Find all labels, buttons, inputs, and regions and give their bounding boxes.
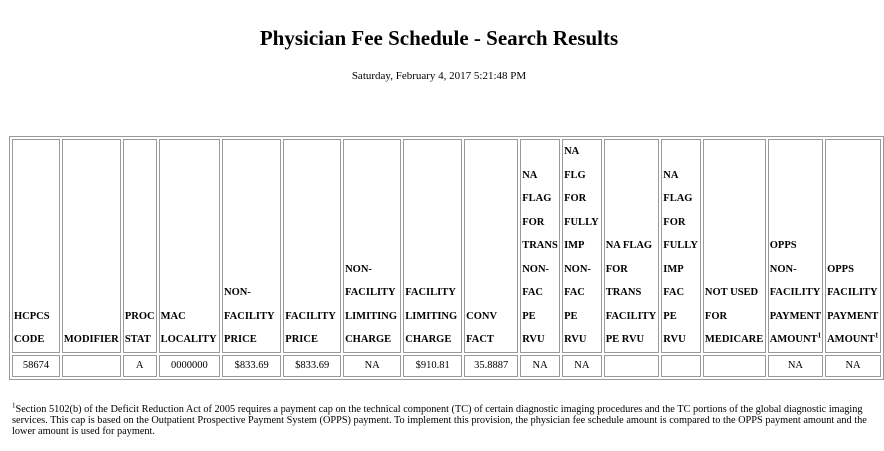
header-line: PE bbox=[564, 310, 578, 322]
header-line: FLG bbox=[564, 169, 586, 181]
fee-schedule-table bbox=[9, 136, 884, 380]
header-line: FULLY bbox=[663, 240, 698, 251]
header-line: FACILITY bbox=[405, 287, 456, 298]
header-line: FULLY bbox=[564, 216, 599, 228]
header-line: PE RVU bbox=[605, 334, 645, 345]
header-line: RVU bbox=[564, 334, 587, 345]
header-line: NA FLAG bbox=[605, 240, 653, 251]
table-cell: NA bbox=[768, 355, 823, 377]
footnote-ref: 1 bbox=[874, 331, 879, 340]
header-line: PE bbox=[522, 310, 536, 322]
header-line: FACILITY bbox=[769, 287, 821, 298]
header-line: NON- bbox=[345, 263, 372, 275]
hcpcs-code-header bbox=[12, 139, 60, 353]
table-cell: NA bbox=[520, 355, 560, 377]
table-cell: NA bbox=[343, 355, 401, 377]
header-line: NA bbox=[522, 169, 538, 181]
header-line: OPPS bbox=[769, 240, 797, 251]
header-line: FACILITY bbox=[285, 310, 336, 322]
footnote-marker: 1 bbox=[12, 401, 16, 410]
table-cell: $833.69 bbox=[222, 355, 281, 377]
header-line: IMP bbox=[564, 240, 585, 251]
header-line: NON- bbox=[769, 263, 797, 275]
not-used-for-medicare-header bbox=[703, 139, 766, 353]
header-line: MAC bbox=[160, 310, 186, 322]
na-flag-trans-nonfac-header bbox=[520, 139, 560, 353]
header-line: PRICE bbox=[224, 334, 257, 345]
footnote bbox=[12, 401, 874, 437]
footnote-ref: 1 bbox=[817, 331, 822, 340]
header-line: FOR bbox=[663, 216, 686, 228]
table-cell: 35.8887 bbox=[464, 355, 518, 377]
header-line: AMOUNT bbox=[827, 334, 875, 345]
header-line: FOR bbox=[704, 310, 728, 322]
table-cell: A bbox=[123, 355, 157, 377]
facility-limiting-charge-header bbox=[403, 139, 462, 353]
header-line: PRICE bbox=[285, 334, 318, 345]
header-line: FLAG bbox=[522, 193, 552, 204]
header-line: FAC bbox=[522, 287, 543, 298]
header-line: TRANS bbox=[605, 287, 642, 298]
header-line: AMOUNT bbox=[769, 334, 818, 345]
header-line: PAYMENT bbox=[769, 310, 822, 322]
table-cell bbox=[661, 355, 701, 377]
table-cell bbox=[703, 355, 766, 377]
header-line: FAC bbox=[564, 287, 585, 298]
header-line: CODE bbox=[14, 334, 45, 345]
header-line: LOCALITY bbox=[160, 334, 217, 345]
header-line: LIMITING bbox=[405, 310, 458, 322]
header-line: FACILITY bbox=[345, 287, 396, 298]
header-line: RVU bbox=[522, 334, 545, 345]
modifier-header bbox=[62, 139, 121, 353]
header-line: NA bbox=[564, 146, 580, 157]
table-cell bbox=[604, 355, 660, 377]
header-line: STAT bbox=[124, 334, 151, 345]
non-facility-limiting-charge-header bbox=[343, 139, 401, 353]
conv-fact-header bbox=[464, 139, 518, 353]
table-cell: NA bbox=[562, 355, 602, 377]
header-line: FACILITY bbox=[224, 310, 275, 322]
header-line: MEDICARE bbox=[704, 334, 764, 345]
na-flag-trans-facility-header bbox=[604, 139, 660, 353]
header-line: CONV bbox=[466, 310, 498, 322]
header-line: FOR bbox=[564, 193, 587, 204]
header-line: TRANS bbox=[522, 240, 558, 251]
header-line: FACT bbox=[466, 334, 494, 345]
table-cell bbox=[62, 355, 121, 377]
header-line: NOT USED bbox=[704, 287, 759, 298]
header-line: FACILITY bbox=[827, 287, 878, 298]
page-title: Physician Fee Schedule - Search Results bbox=[259, 26, 619, 50]
header-line: CHARGE bbox=[345, 334, 392, 345]
opps-facility-payment-header bbox=[825, 139, 881, 353]
non-facility-price-header bbox=[222, 139, 281, 353]
header-line: FOR bbox=[522, 216, 545, 228]
header-line: FAC bbox=[663, 287, 685, 298]
table-row bbox=[12, 355, 881, 377]
proc-stat-header bbox=[123, 139, 157, 353]
header-line: NON- bbox=[564, 263, 591, 275]
na-flag-fully-fac-header bbox=[661, 139, 701, 353]
header-line: PAYMENT bbox=[827, 310, 879, 322]
header-line: NA bbox=[663, 169, 679, 181]
na-flg-fully-nonfac-header bbox=[562, 139, 602, 353]
header-line: CHARGE bbox=[405, 334, 452, 345]
header-line: FOR bbox=[605, 263, 628, 275]
table-cell: $910.81 bbox=[403, 355, 462, 377]
header-line: FACILITY bbox=[605, 310, 657, 322]
header-line: FLAG bbox=[663, 193, 693, 204]
header-line: NON- bbox=[522, 263, 550, 275]
header-line: HCPCS bbox=[14, 310, 50, 322]
header-line: RVU bbox=[663, 334, 686, 345]
header-line: OPPS bbox=[827, 263, 854, 275]
opps-non-facility-payment-header bbox=[768, 139, 823, 353]
facility-price-header bbox=[283, 139, 341, 353]
mac-locality-header bbox=[159, 139, 220, 353]
table-cell: 0000000 bbox=[159, 355, 220, 377]
footnote-text: Section 5102(b) of the Deficit Reduction Act of 2005 requires a payment cap on the technical component (TC) of certain diagnostic imaging procedures and the TC portions of the global diagnostic imaging services. This cap is based on the Outpatient Prospective Payment System (OPPS) payment. To implement this provision, the physician fee schedule amount is compared to the OPPS payment amount and the lower amount is used for payment. bbox=[12, 404, 867, 437]
table-cell: NA bbox=[825, 355, 881, 377]
search-timestamp: Saturday, February 4, 2017 5:21:48 PM bbox=[351, 70, 527, 82]
table-header-row bbox=[12, 139, 881, 353]
header-line: MODIFIER bbox=[63, 334, 119, 345]
header-line: IMP bbox=[663, 263, 684, 275]
table-cell: 58674 bbox=[12, 355, 60, 377]
header-line: PROC bbox=[124, 310, 155, 322]
header-line: LIMITING bbox=[345, 310, 398, 322]
table-cell: $833.69 bbox=[283, 355, 341, 377]
header-line: PE bbox=[663, 310, 677, 322]
header-line: NON- bbox=[224, 287, 251, 298]
